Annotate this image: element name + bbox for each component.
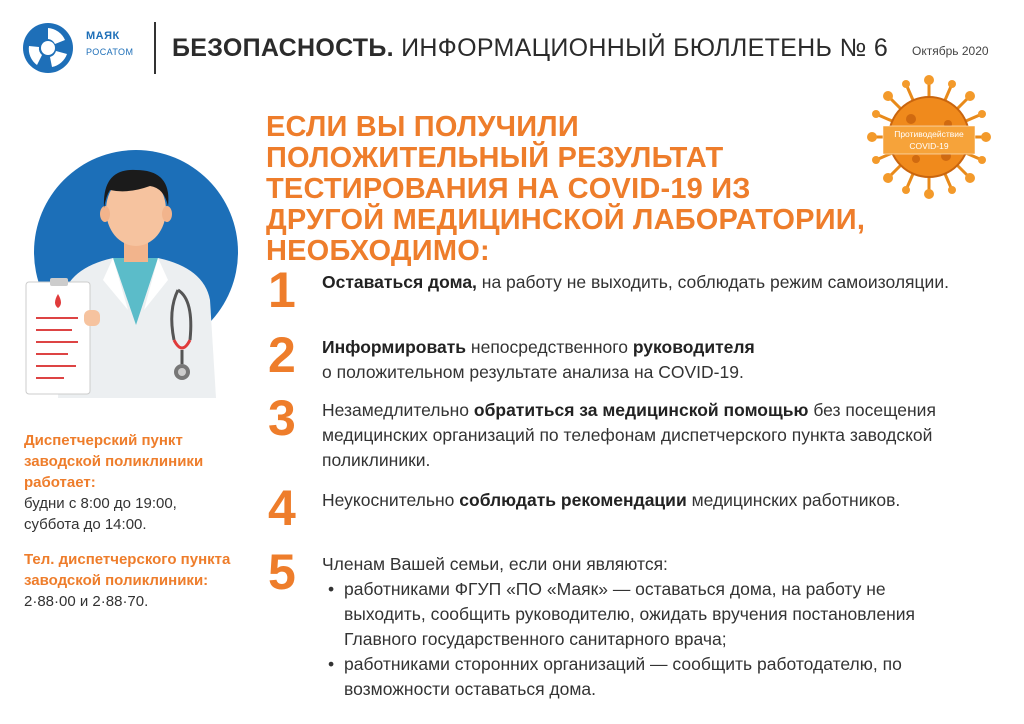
doctor-illustration <box>18 150 243 398</box>
step-bold2: руководителя <box>632 337 755 357</box>
step-number: 4 <box>268 480 296 536</box>
header-divider <box>154 22 156 74</box>
step-body: без посещения медицинских организаций по телефонам диспетчерского пункта заводской поликлиники. <box>322 400 936 470</box>
hours-weekdays: будни с 8:00 до 19:00, <box>24 495 177 512</box>
hours-saturday: суббота до 14:00. <box>24 516 147 533</box>
bullet-item: • работниками сторонних организаций — сообщить работодателю, по возможности оставаться дома. <box>344 652 952 702</box>
step-number: 3 <box>268 390 296 446</box>
sidebar-info <box>24 430 239 612</box>
step-bold: Оставаться дома, <box>322 272 477 292</box>
step-body: на работу не выходить, соблюдать режим самоизоляции. <box>476 272 949 292</box>
step-pre: Неукоснительно <box>322 490 460 510</box>
step-bold: обратиться за медицинской помощью <box>473 400 809 420</box>
step-text <box>322 552 952 702</box>
bullet-list <box>322 577 952 702</box>
step-body: о положительном результате анализа на COVID-19. <box>322 362 744 382</box>
badge-line1: Противодействие <box>894 129 964 139</box>
step-body-mid: непосредственного <box>466 337 633 357</box>
step-body: Членам Вашей семьи, если они являются: <box>322 554 668 574</box>
title-rest: ИНФОРМАЦИОННЫЙ БЮЛЛЕТЕНЬ № 6 <box>393 34 889 62</box>
step-text <box>322 398 952 473</box>
phone-heading: Тел. диспетчерского пункта заводской поликлиники: <box>24 551 231 589</box>
coronavirus-icon <box>866 74 992 200</box>
step-text <box>322 488 952 513</box>
step-body: медицинских работников. <box>686 490 901 510</box>
dispatch-heading: Диспетчерский пункт заводской поликлиники работает: <box>24 432 204 491</box>
step-pre: Незамедлительно <box>322 400 474 420</box>
phone-numbers: 2·88·00 и 2·88·70. <box>24 593 149 610</box>
step-number: 1 <box>268 262 296 318</box>
step-bold: соблюдать рекомендации <box>459 490 687 510</box>
logo-text <box>86 28 134 60</box>
rosatom-logo <box>22 22 74 74</box>
step-number: 2 <box>268 327 296 383</box>
bullet-item: • работниками ФГУП «ПО «Маяк» — оставаться дома, на работу не выходить, сообщить руководителю, ожидать вручения постановления Главного государственного санитарного врача; <box>344 577 952 652</box>
title-bold: БЕЗОПАСНОСТЬ. <box>172 34 394 62</box>
badge-line2: COVID-19 <box>909 141 949 151</box>
logo-line1: МАЯК <box>86 30 120 42</box>
issue-date: Октябрь 2020 <box>912 44 989 58</box>
step-text <box>322 270 952 295</box>
step-text <box>322 335 952 385</box>
headline: ЕСЛИ ВЫ ПОЛУЧИЛИ ПОЛОЖИТЕЛЬНЫЙ РЕЗУЛЬТАТ ТЕСТИРОВАНИЯ НА COVID-19 ИЗ ДРУГОЙ МЕДИЦИНСКОЙ ЛАБОРАТОРИИ, НЕОБХОДИМО: <box>266 111 866 267</box>
bulletin-title <box>172 34 888 63</box>
step-number: 5 <box>268 544 296 600</box>
step-bold: Информировать <box>322 337 467 357</box>
logo-line2: РОСАТОМ <box>86 47 134 57</box>
